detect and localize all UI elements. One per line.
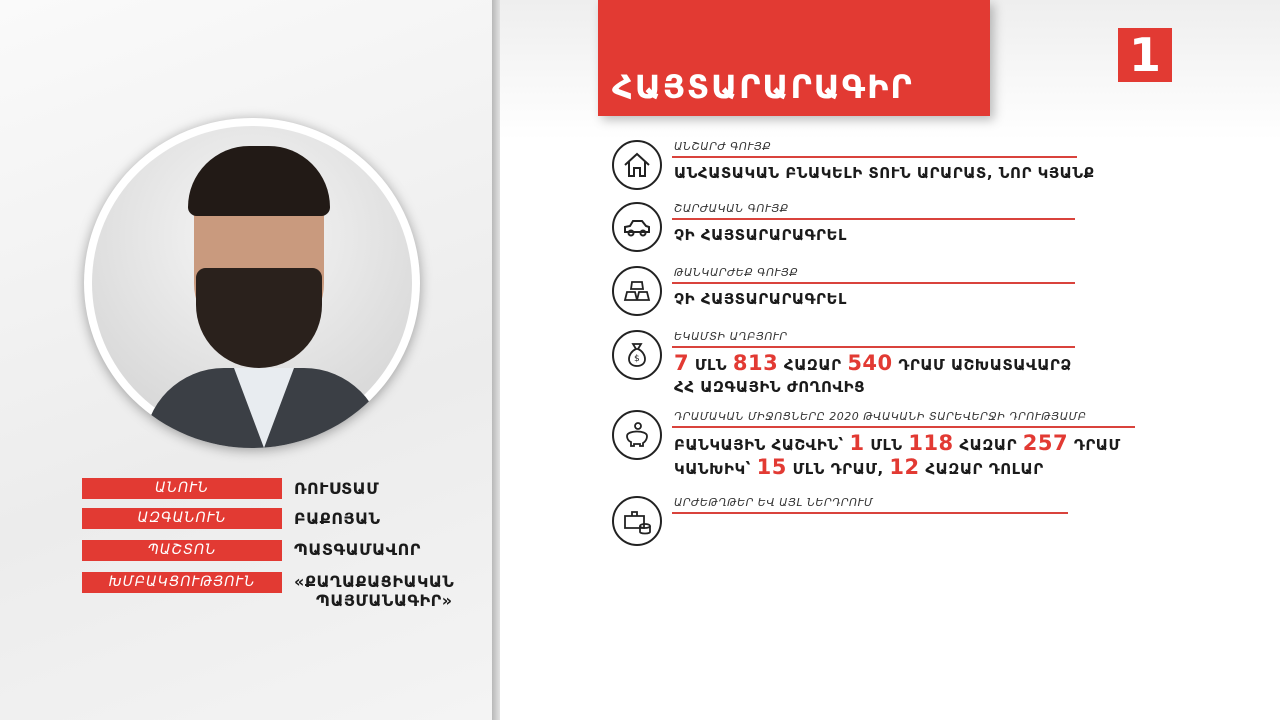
faction-label: ԽՄԲԱԿՑՈՒԹՅՈՒՆ [82, 572, 282, 593]
house-icon [612, 140, 662, 190]
surname-label: ԱԶԳԱՆՈՒՆ [82, 508, 282, 529]
svg-text:$: $ [634, 354, 640, 364]
portrait-photo [84, 118, 420, 448]
money-bag-icon [612, 330, 662, 380]
surname-value: ԲԱՔՈՅԱՆ [294, 509, 381, 528]
channel-logo: 1 [1118, 28, 1172, 82]
divider [492, 0, 500, 720]
page-title: ՀԱՅՏԱՐԱՐԱԳԻՐ [612, 68, 914, 106]
car-icon [612, 202, 662, 252]
name-value: ՌՈՒՍՏԱՄ [294, 479, 380, 498]
piggy-bank-icon [612, 410, 662, 460]
position-label: ՊԱՇՏՈՆ [82, 540, 282, 561]
faction-value: «ՔԱՂԱՔԱՑԻԱԿԱՆ ՊԱՅՄԱՆԱԳԻՐ» [294, 572, 455, 610]
title-banner [598, 0, 990, 116]
briefcase-coins-icon [612, 496, 662, 546]
name-label: ԱՆՈՒՆ [82, 478, 282, 499]
gold-bars-icon [612, 266, 662, 316]
position-value: ՊԱՏԳԱՄԱՎՈՐ [294, 540, 421, 559]
